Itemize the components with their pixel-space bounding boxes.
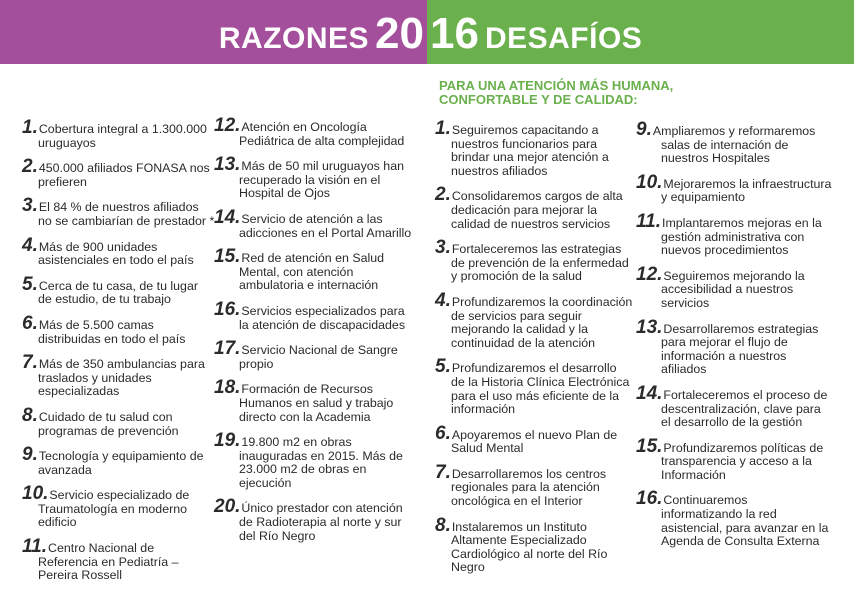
item-text: Seguiremos mejorando la accesibilidad a nuestros servicios (661, 268, 805, 310)
item-number: 8. (435, 514, 451, 536)
item-number: 20. (214, 496, 241, 518)
item-text: Profundizaremos políticas de transparencia y acceso a la Información (661, 440, 824, 482)
item-number: 16. (636, 488, 663, 510)
item-number: 19. (214, 430, 241, 452)
item-text: Más de 5.500 camas distribuidas en todo el país (38, 317, 186, 346)
item-text: Consolidaremos cargos de alta dedicación para mejorar la calidad de nuestros servicios (451, 189, 623, 231)
item-number: 4. (22, 234, 38, 256)
item-number: 12. (214, 115, 241, 136)
item-text: El 84 % de nuestros afiliados no se cambiarían de prestador * (38, 200, 215, 228)
title-desafios-number: 16 (430, 9, 479, 58)
item-number: 3. (22, 195, 38, 217)
desafio-item (636, 171, 832, 205)
desafios-column-1 (435, 118, 633, 575)
item-text: Implantaremos mejoras en la gestión administrativa con nuevos procedimientos (661, 215, 822, 258)
item-text: Fortaleceremos las estrategias de prevención de la enfermedad y promoción de la salud (451, 242, 629, 284)
razon-item (214, 338, 412, 371)
item-text: Centro Nacional de Referencia en Pediatría – Pereira Rossell (38, 541, 179, 583)
razon-item (22, 352, 215, 399)
title-razones (219, 6, 424, 62)
item-text: Apoyaremos el nuevo Plan de Salud Mental (451, 427, 618, 456)
item-number: 17. (214, 338, 241, 360)
item-number: 2. (435, 184, 451, 206)
desafio-item (636, 488, 832, 549)
razones-column-2 (214, 115, 412, 543)
item-text: Servicio de atención a las adicciones en el Portal Amarillo (239, 211, 412, 240)
item-text: Tecnología y equipamiento de avanzada (38, 449, 204, 477)
razon-item (214, 430, 412, 490)
razon-item (22, 195, 215, 228)
item-number: 1. (22, 117, 38, 138)
razon-item (22, 117, 215, 150)
desafio-item (435, 237, 633, 284)
item-number: 13. (636, 316, 663, 338)
desafio-item (636, 119, 832, 166)
item-text: Servicio Nacional de Sangre propio (239, 343, 398, 371)
razones-column-1 (22, 117, 215, 583)
item-text: Continuaremos informatizando la red asistencial, para avanzar en la Agenda de Consulta Externa (661, 493, 829, 549)
razon-item (214, 115, 412, 148)
razon-item (214, 246, 412, 293)
item-number: 5. (22, 273, 38, 295)
item-number: 16. (214, 298, 241, 320)
item-text: Cuidado de tu salud con programas de prevención (38, 409, 179, 438)
item-text: Fortaleceremos el proceso de descentralización, clave para el desarrollo de la gestión (661, 387, 828, 430)
item-text: Cerca de tu casa, de tu lugar de estudio, de tu trabajo (38, 278, 198, 307)
item-number: 15. (214, 246, 241, 268)
razon-item (22, 483, 215, 530)
item-text: Cobertura integral a 1.300.000 uruguayos (38, 122, 207, 150)
desafio-item (435, 184, 633, 231)
item-number: 2. (22, 156, 38, 178)
desafio-item (435, 356, 633, 417)
title-razones-word: RAZONES (218, 22, 370, 55)
desafio-item (636, 316, 832, 377)
item-text: Único prestador con atención de Radioterapia al norte y sur del Río Negro (239, 501, 403, 543)
desafio-item (435, 118, 633, 178)
item-text: Red de atención en Salud Mental, con atención ambulatoria e internación (239, 251, 385, 293)
item-number: 14. (636, 382, 663, 404)
razon-item (22, 536, 215, 583)
desafio-item (636, 263, 832, 311)
item-text: Seguiremos capacitando a nuestros funcionarios para brindar una mejor atención a nuestros afiliados (451, 123, 609, 178)
item-number: 10. (636, 171, 663, 193)
desafio-item (435, 289, 633, 350)
item-number: 8. (22, 404, 38, 426)
item-number: 11. (636, 210, 662, 232)
subtitle-line-2: CONFORTABLE Y DE CALIDAD: (439, 92, 638, 107)
item-text: Desarrollaremos los centros regionales para la atención oncológica en el Interior (451, 466, 607, 509)
desafio-item (636, 210, 832, 258)
subtitle-line-1: PARA UNA ATENCIÓN MÁS HUMANA, (439, 78, 674, 93)
razon-item (22, 156, 215, 189)
item-number: 9. (22, 444, 38, 466)
item-text: Ampliaremos y reformaremos salas de internación de nuestros Hospitales (652, 124, 816, 166)
razon-item (214, 206, 412, 240)
item-text: 450.000 afiliados FONASA nos prefieren (38, 161, 210, 189)
item-number: 9. (636, 119, 652, 140)
item-number: 12. (636, 263, 663, 285)
item-text: Más de 50 mil uruguayos han recuperado la visión en el Hospital de Ojos (239, 159, 404, 201)
razon-item (214, 496, 412, 543)
item-number: 14. (214, 206, 241, 228)
item-number: 6. (22, 312, 38, 334)
razon-item (214, 377, 412, 424)
item-number: 11. (22, 536, 48, 558)
desafio-item (435, 461, 633, 509)
subtitle (439, 79, 739, 107)
desafio-item (636, 382, 832, 430)
desafios-column-2 (636, 119, 832, 549)
item-text: Formación de Recursos Humanos en salud y trabajo directo con la Academia (239, 382, 394, 424)
razon-item (214, 298, 412, 332)
razon-item (214, 154, 412, 201)
razon-item (22, 273, 215, 307)
razon-item (22, 234, 215, 268)
razon-item (22, 404, 215, 438)
item-number: 15. (636, 435, 663, 457)
item-number: 6. (435, 422, 451, 444)
item-text: Más de 900 unidades asistenciales en todo el país (38, 239, 194, 268)
item-number: 5. (435, 356, 451, 378)
title-razones-number: 20 (375, 9, 424, 58)
item-number: 7. (435, 461, 451, 483)
item-text: Atención en Oncología Pediátrica de alta complejidad (239, 120, 405, 148)
item-text: Mejoraremos la infraestructura y equipamiento (661, 176, 832, 205)
item-number: 18. (214, 377, 241, 399)
title-desafios (430, 6, 642, 62)
desafio-item (636, 435, 832, 483)
item-number: 1. (435, 118, 451, 139)
razon-item (22, 312, 215, 346)
desafio-item (435, 514, 633, 575)
item-number: 4. (435, 289, 451, 311)
item-number: 13. (214, 154, 241, 176)
desafio-item (435, 422, 633, 456)
item-text: Más de 350 ambulancias para traslados y unidades especializadas (38, 357, 205, 399)
item-number: 3. (435, 237, 451, 259)
item-number: 10. (22, 483, 49, 505)
razon-item (22, 444, 215, 477)
item-text: 19.800 m2 en obras inauguradas en 2015. Más de 23.000 m2 de obras en ejecución (239, 435, 403, 490)
item-number: 7. (22, 352, 38, 374)
item-text: Instalaremos un Instituto Altamente Especializado Cardiológico al norte del Río Negro (451, 519, 608, 575)
item-text: Servicios especializados para la atención de discapacidades (239, 303, 406, 332)
title-desafios-word: DESAFÍOS (484, 22, 643, 55)
item-text: Desarrollaremos estrategias para mejorar el flujo de información a nuestros afiliados (661, 321, 819, 377)
item-text: Servicio especializado de Traumatología en moderno edificio (38, 488, 190, 530)
item-text: Profundizaremos el desarrollo de la Historia Clínica Electrónica para el uso más eficiente de la información (451, 361, 630, 417)
item-text: Profundizaremos la coordinación de servicios para seguir mejorando la calidad y la continuidad de la atención (451, 294, 633, 350)
